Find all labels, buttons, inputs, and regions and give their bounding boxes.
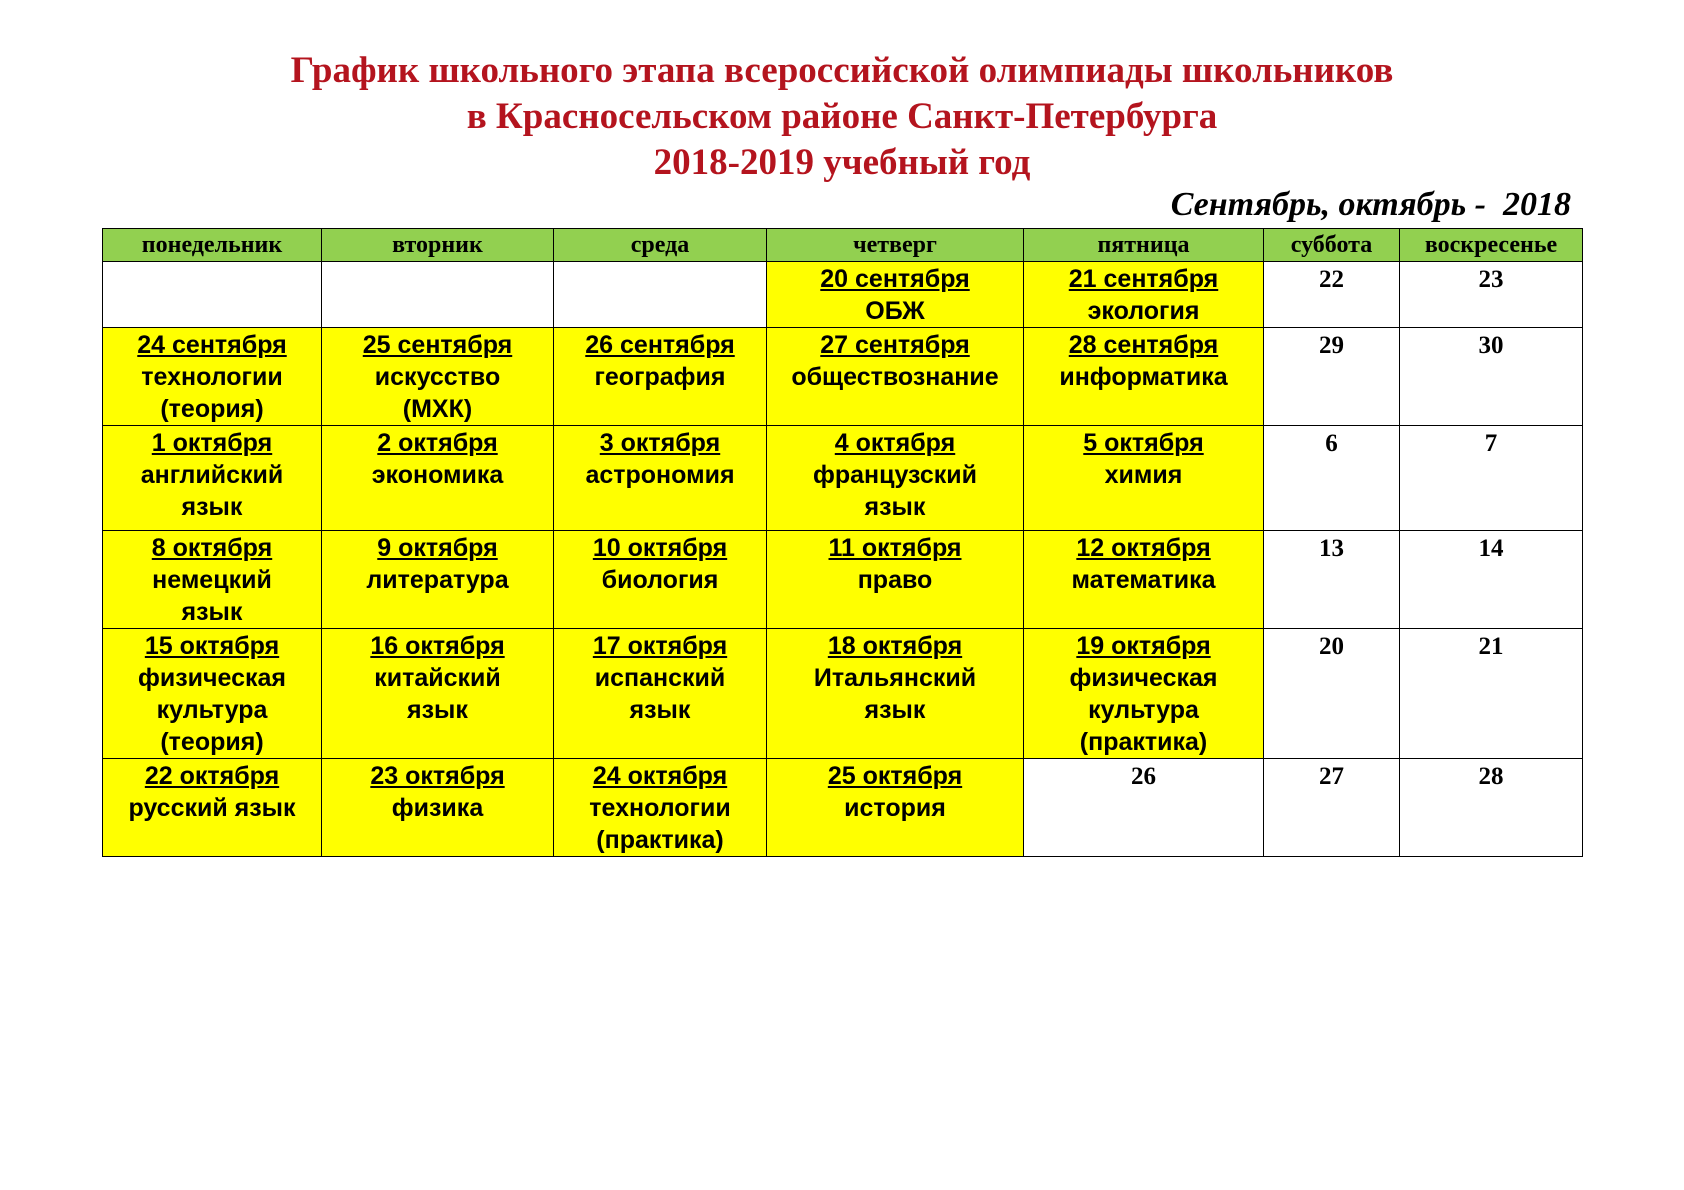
olympiad-day-cell	[322, 629, 554, 759]
event-subject: биология	[601, 566, 719, 594]
title-line-1: График школьного этапа всероссийской олимпиады школьников	[290, 50, 1394, 91]
olympiad-day-cell	[103, 759, 322, 857]
olympiad-day-cell	[767, 531, 1024, 629]
empty-cell	[103, 262, 322, 328]
event-subject: обществознание	[791, 363, 999, 391]
event-date: 1 октября	[151, 429, 273, 457]
event-subject: русский язык	[128, 794, 296, 822]
event-subject: Итальянский язык	[813, 664, 977, 724]
day-number-cell	[1264, 531, 1400, 629]
event-date: 9 октября	[377, 534, 498, 562]
event-date: 2 октября	[377, 429, 498, 457]
olympiad-day-cell	[554, 629, 767, 759]
day-number: 7	[1484, 430, 1498, 457]
event-date: 24 октября	[592, 762, 728, 790]
olympiad-day-cell	[767, 629, 1024, 759]
event-subject: физическая культура (практика)	[1069, 664, 1218, 756]
event-subject: география	[594, 363, 726, 391]
olympiad-day-cell	[1024, 426, 1264, 531]
event-subject: испанский язык	[594, 664, 726, 724]
olympiad-day-cell	[322, 531, 554, 629]
event-subject: технологии (теория)	[141, 363, 283, 423]
event-subject: литература	[366, 566, 509, 594]
olympiad-day-cell	[554, 531, 767, 629]
weekday-header: среда	[554, 229, 767, 262]
event-subject: химия	[1104, 461, 1183, 489]
event-subject: история	[844, 794, 946, 822]
day-number-cell	[1264, 759, 1400, 857]
event-subject: астрономия	[585, 461, 735, 489]
event-date: 17 октября	[592, 632, 728, 660]
week-row	[103, 328, 1583, 426]
event-subject: физика	[391, 794, 484, 822]
empty-cell	[322, 262, 554, 328]
day-number: 14	[1478, 535, 1504, 562]
olympiad-day-cell	[767, 759, 1024, 857]
day-number-cell	[1264, 262, 1400, 328]
olympiad-day-cell	[103, 629, 322, 759]
day-number: 22	[1319, 266, 1344, 293]
weekday-header: вторник	[322, 229, 554, 262]
event-date: 5 октября	[1083, 429, 1204, 457]
olympiad-day-cell	[1024, 531, 1264, 629]
event-subject: немецкий язык	[152, 566, 272, 626]
week-row	[103, 759, 1583, 857]
olympiad-day-cell	[1024, 262, 1264, 328]
weekday-header: понедельник	[103, 229, 322, 262]
day-number-cell	[1264, 328, 1400, 426]
title-line-2: в Красносельском районе Санкт-Петербурга	[466, 96, 1218, 137]
event-date: 25 сентября	[362, 331, 513, 359]
event-date: 26 сентября	[585, 331, 735, 359]
event-subject: искусство (МХК)	[374, 363, 501, 423]
olympiad-day-cell	[767, 426, 1024, 531]
week-row	[103, 426, 1583, 531]
period-subtitle: Сентябрь, октябрь - 2018	[1170, 186, 1571, 223]
weekday-header: суббота	[1264, 229, 1400, 262]
day-number-cell	[1400, 328, 1583, 426]
event-subject: ОБЖ	[865, 297, 925, 325]
event-date: 25 октября	[827, 762, 963, 790]
olympiad-day-cell	[767, 328, 1024, 426]
event-date: 23 октября	[370, 762, 505, 790]
day-number: 28	[1478, 763, 1504, 790]
document-title	[0, 48, 1684, 186]
event-subject: математика	[1071, 566, 1216, 594]
olympiad-day-cell	[322, 759, 554, 857]
day-number: 6	[1325, 430, 1338, 457]
week-row	[103, 262, 1583, 328]
weekday-header-row	[103, 229, 1583, 262]
event-date: 4 октября	[834, 429, 956, 457]
event-subject: информатика	[1059, 363, 1228, 391]
event-subject: физическая культура (теория)	[137, 664, 287, 756]
day-number-cell	[1400, 531, 1583, 629]
event-subject: английский язык	[140, 461, 284, 521]
event-date: 22 октября	[144, 762, 280, 790]
event-date: 24 сентября	[137, 331, 287, 359]
olympiad-day-cell	[554, 328, 767, 426]
day-number: 29	[1319, 332, 1344, 359]
event-date: 19 октября	[1076, 632, 1211, 660]
day-number-cell	[1024, 759, 1264, 857]
event-subject: французский язык	[812, 461, 978, 521]
day-number-cell	[1264, 629, 1400, 759]
weekday-header: воскресенье	[1400, 229, 1583, 262]
olympiad-day-cell	[103, 531, 322, 629]
olympiad-day-cell	[554, 426, 767, 531]
event-date: 28 сентября	[1068, 331, 1219, 359]
event-date: 21 сентября	[1068, 265, 1219, 293]
empty-cell	[554, 262, 767, 328]
week-row	[103, 531, 1583, 629]
day-number-cell	[1264, 426, 1400, 531]
day-number: 26	[1131, 763, 1156, 790]
weekday-header: пятница	[1024, 229, 1264, 262]
day-number: 13	[1319, 535, 1344, 562]
olympiad-schedule-table	[102, 228, 1583, 857]
day-number: 30	[1478, 332, 1504, 359]
day-number-cell	[1400, 759, 1583, 857]
olympiad-day-cell	[554, 759, 767, 857]
day-number: 23	[1478, 266, 1504, 293]
day-number: 21	[1478, 633, 1504, 660]
day-number: 27	[1319, 763, 1344, 790]
event-subject: китайский язык	[374, 664, 501, 724]
title-line-3: 2018-2019 учебный год	[653, 142, 1031, 183]
event-date: 8 октября	[151, 534, 273, 562]
olympiad-day-cell	[767, 262, 1024, 328]
day-number: 20	[1319, 633, 1344, 660]
week-row	[103, 629, 1583, 759]
olympiad-day-cell	[322, 328, 554, 426]
weekday-header: четверг	[767, 229, 1024, 262]
event-date: 3 октября	[599, 429, 721, 457]
olympiad-day-cell	[322, 426, 554, 531]
olympiad-day-cell	[103, 328, 322, 426]
event-subject: экономика	[371, 461, 504, 489]
event-date: 15 октября	[144, 632, 280, 660]
day-number-cell	[1400, 426, 1583, 531]
olympiad-day-cell	[1024, 328, 1264, 426]
event-date: 10 октября	[592, 534, 728, 562]
event-subject: право	[857, 566, 933, 594]
event-date: 16 октября	[370, 632, 505, 660]
day-number-cell	[1400, 629, 1583, 759]
event-date: 20 сентября	[820, 265, 970, 293]
event-date: 11 октября	[828, 534, 962, 562]
day-number-cell	[1400, 262, 1583, 328]
event-date: 12 октября	[1076, 534, 1211, 562]
olympiad-day-cell	[1024, 629, 1264, 759]
olympiad-day-cell	[103, 426, 322, 531]
event-subject: технологии (практика)	[589, 794, 731, 854]
event-date: 18 октября	[827, 632, 963, 660]
event-date: 27 сентября	[820, 331, 970, 359]
event-subject: экология	[1087, 297, 1200, 325]
